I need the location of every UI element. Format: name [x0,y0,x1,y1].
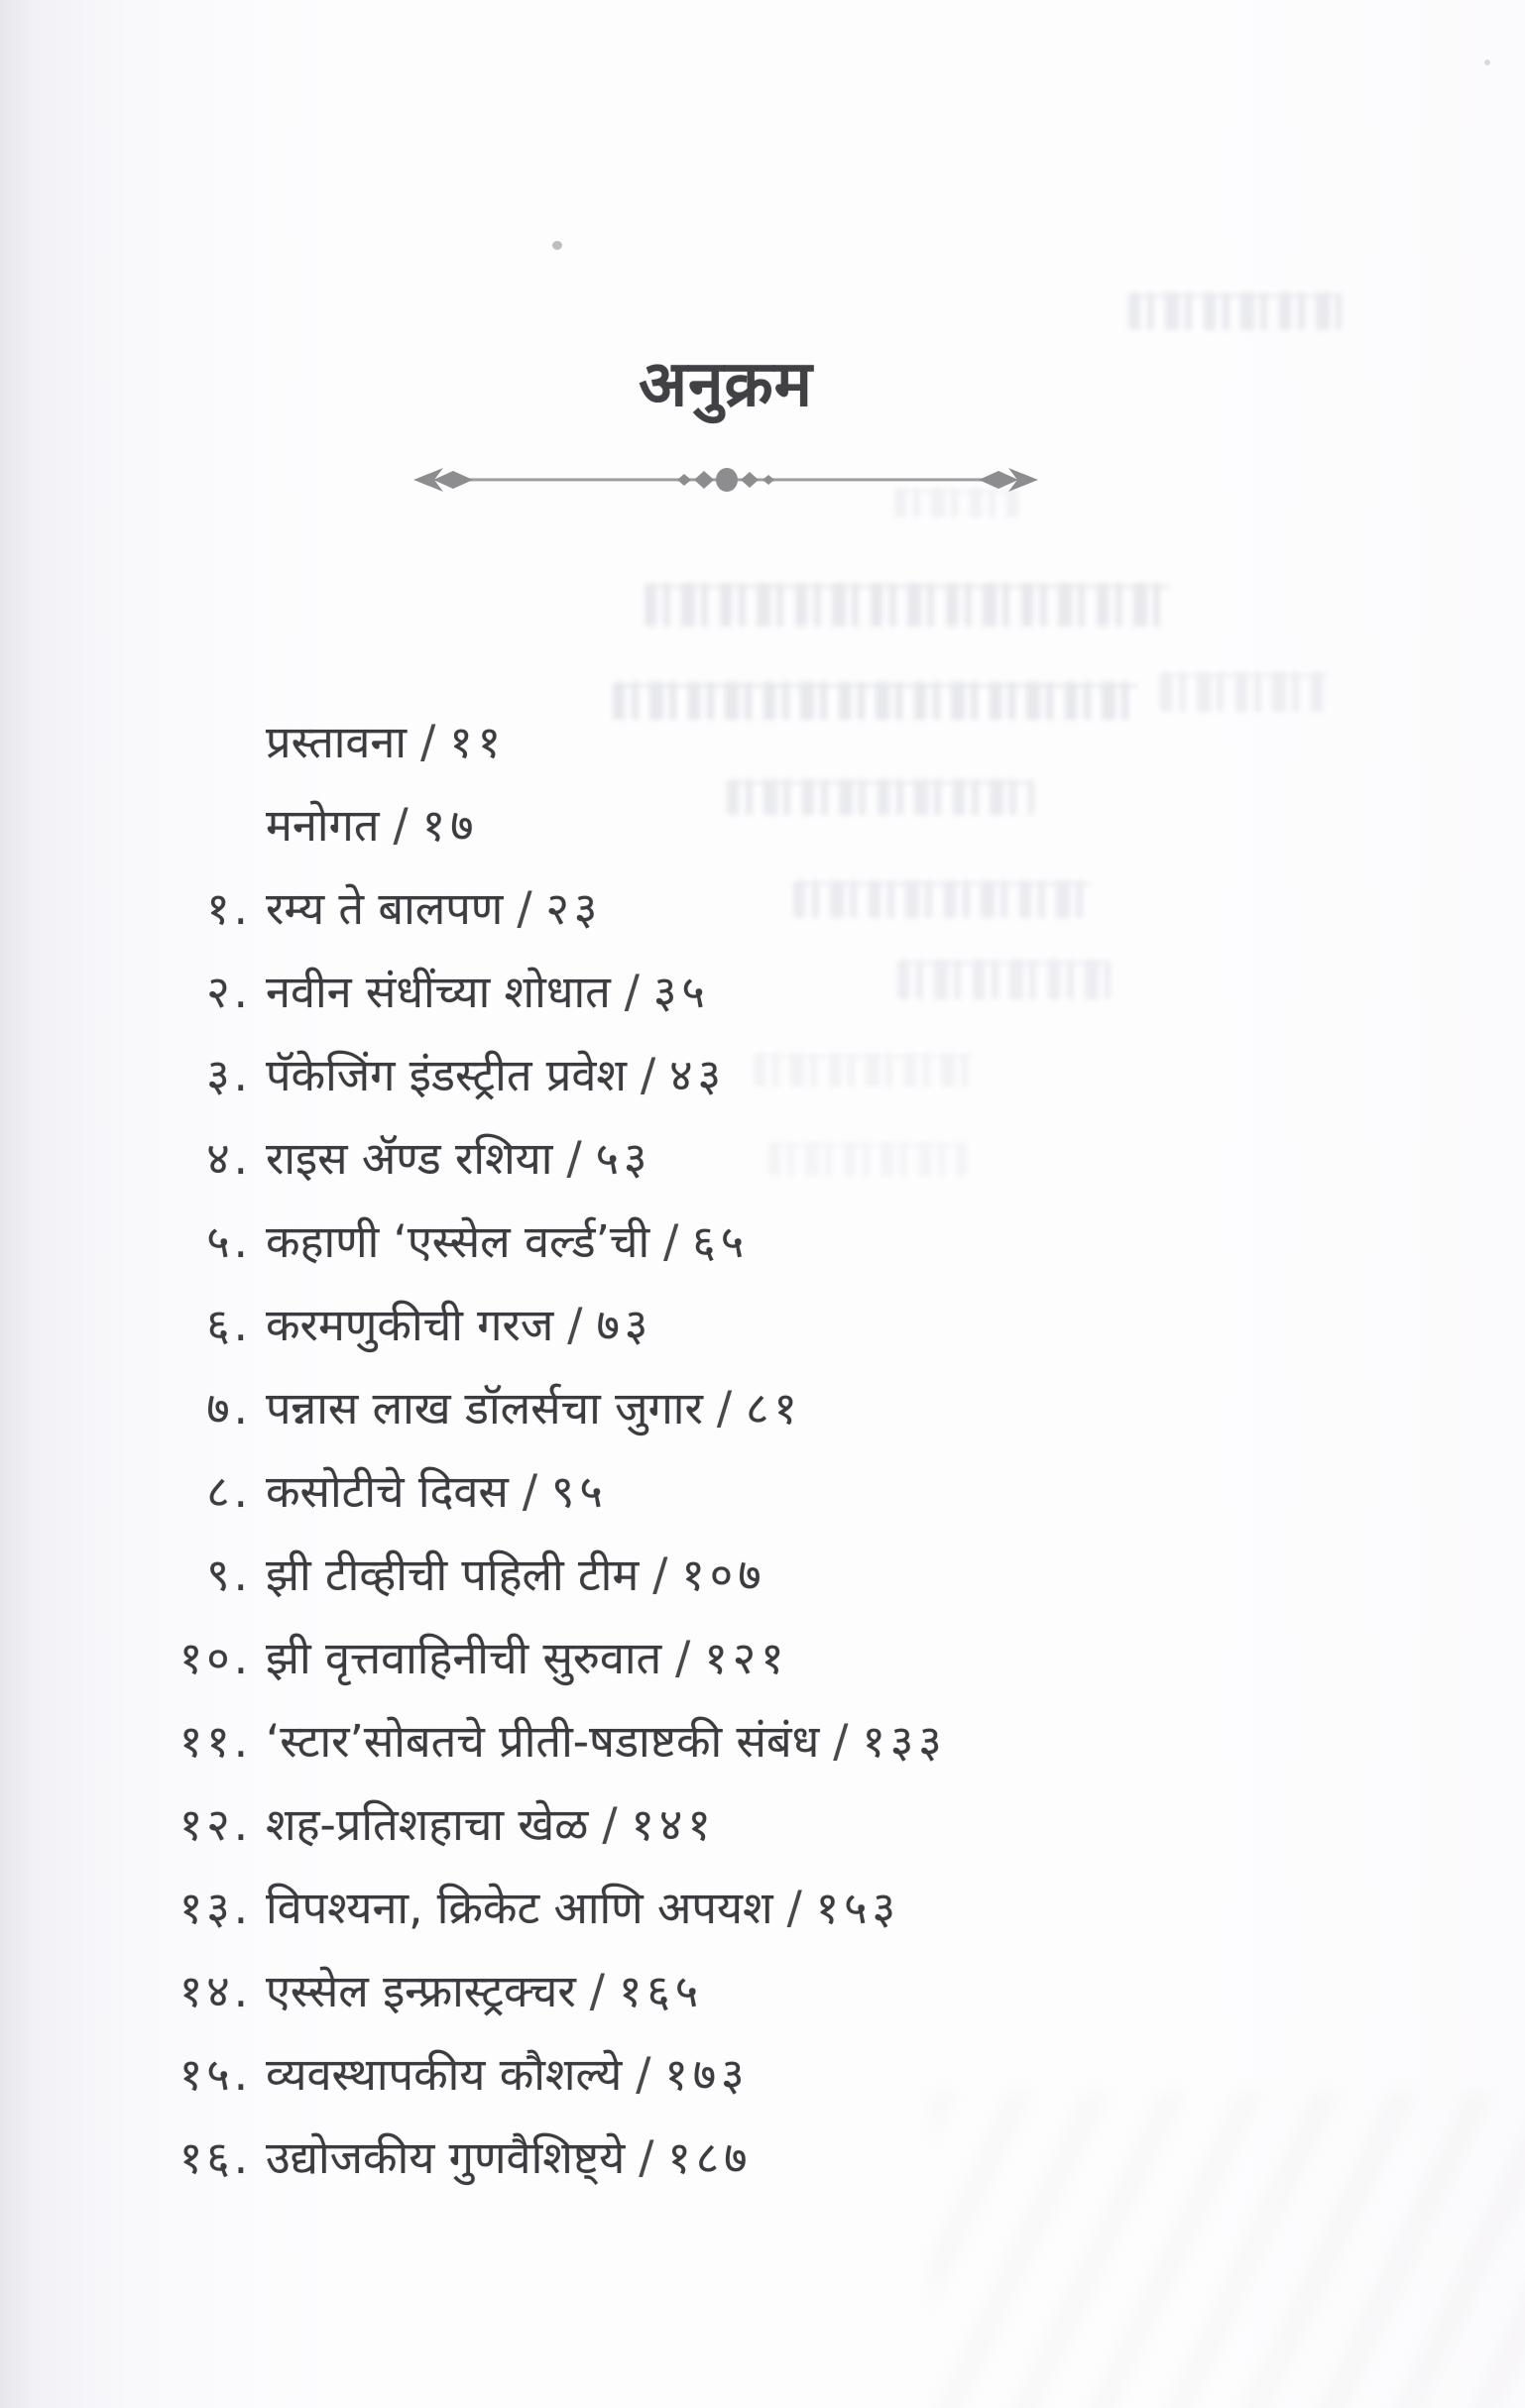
toc-row [169,716,1283,769]
toc-row [169,966,1283,1019]
chapter-title: नवीन संधींच्या शोधात [266,966,611,1018]
chapter-title: मनोगत [266,799,380,852]
chapter-title: विपश्यना, क्रिकेट आणि अपयश [266,1882,773,1934]
chapter-number: १०. [178,1632,252,1684]
page-number: ८१ [746,1382,802,1434]
separator: / [641,1049,656,1101]
separator: / [833,1715,849,1768]
chapter-number: ६. [206,1299,252,1351]
page-number: १८७ [667,2131,753,2184]
toc-row [169,1382,1283,1435]
separator: / [652,1548,668,1601]
chapter-number: ४. [206,1132,252,1185]
page-number: १७ [421,799,479,852]
chapter-number: ११. [178,1715,252,1768]
toc-row [169,799,1283,853]
toc-list [169,716,1283,2215]
chapter-title: प्रस्तावना [266,716,408,768]
chapter-title: पॅकेजिंग इंडस्ट्रीत प्रवेश [266,1049,627,1101]
chapter-title: करमणुकीची गरज [266,1299,554,1351]
chapter-title: झी टीव्हीची पहिली टीम [266,1548,640,1601]
page-number: १४१ [631,1798,716,1851]
chapter-number: १३. [178,1882,252,1934]
toc-row [169,1548,1283,1602]
chapter-title: पन्नास लाख डॉलर्सचा जुगार [266,1382,703,1434]
page-number: १०७ [681,1548,766,1601]
chapter-number: १५. [178,2048,252,2101]
toc-row [169,882,1283,936]
toc-row [169,2048,1283,2102]
page-number: ७३ [596,1299,653,1351]
toc-row [169,1798,1283,1852]
separator: / [624,966,640,1018]
chapter-number: १२. [178,1798,252,1851]
chapter-title: कहाणी ‘एस्सेल वर्ल्ड’ची [266,1215,650,1268]
ornamental-rule-icon [413,464,1038,496]
chapter-number: ३. [206,1049,252,1101]
toc-row [169,1215,1283,1269]
chapter-number: ७. [206,1382,252,1434]
chapter-title: राइस ॲण्ड रशिया [266,1132,553,1185]
separator: / [522,1465,538,1518]
page-number: १२१ [704,1632,789,1684]
toc-row [169,1299,1283,1352]
chapter-number: १६. [178,2131,252,2184]
toc-row [169,1049,1283,1102]
page-number: ६५ [692,1215,750,1268]
separator: / [567,1299,583,1351]
page-number: ९५ [551,1465,608,1518]
separator: / [566,1132,582,1185]
toc-row [169,2131,1283,2185]
toc-row [169,1465,1283,1519]
chapter-title: शह-प्रतिशहाचा खेळ [266,1798,589,1851]
separator: / [517,882,532,935]
page-number: २३ [545,882,603,935]
toc-row [169,1965,1283,2018]
chapter-number: १४. [178,1965,252,2017]
separator: / [636,2048,651,2101]
chapter-number: ८. [206,1465,252,1518]
page-number: ३५ [652,966,710,1018]
page-number: ११ [449,716,507,768]
chapter-title: रम्य ते बालपण [266,882,504,935]
toc-row [169,1882,1283,1935]
chapter-title: एस्सेल इन्फ्रास्ट्रक्चर [266,1965,576,2017]
toc-content [169,0,1283,2408]
toc-row [169,1715,1283,1769]
chapter-title: ‘स्टार’सोबतचे प्रीती-षडाष्टकी संबंध [266,1715,820,1768]
separator: / [589,1965,605,2017]
separator: / [716,1382,733,1434]
chapter-number: २. [206,966,252,1018]
scan-speck [1484,59,1490,65]
separator: / [420,716,436,768]
separator: / [675,1632,691,1684]
chapter-title: झी वृत्तवाहिनीची सुरुवात [266,1632,662,1684]
page-number: ४३ [669,1049,726,1101]
chapter-number: १. [206,882,252,935]
chapter-title: उद्योजकीय गुणवैशिष्ट्ये [266,2131,626,2184]
page-number: १५३ [815,1882,900,1934]
separator: / [663,1215,679,1268]
separator: / [602,1798,618,1851]
page-number: ५३ [595,1132,652,1185]
toc-row [169,1632,1283,1685]
page-number: १७३ [664,2048,750,2101]
page-title: अनुक्रम [639,348,813,421]
page-number: १३३ [862,1715,947,1768]
page-number: १६५ [618,1965,704,2017]
separator: / [786,1882,802,1934]
chapter-title: कसोटीचे दिवस [266,1465,509,1518]
chapter-number: ५. [206,1215,252,1268]
chapter-number: ९. [206,1548,252,1601]
toc-row [169,1132,1283,1186]
separator: / [393,799,409,852]
chapter-title: व्यवस्थापकीय कौशल्ये [266,2048,623,2101]
separator: / [639,2131,654,2184]
